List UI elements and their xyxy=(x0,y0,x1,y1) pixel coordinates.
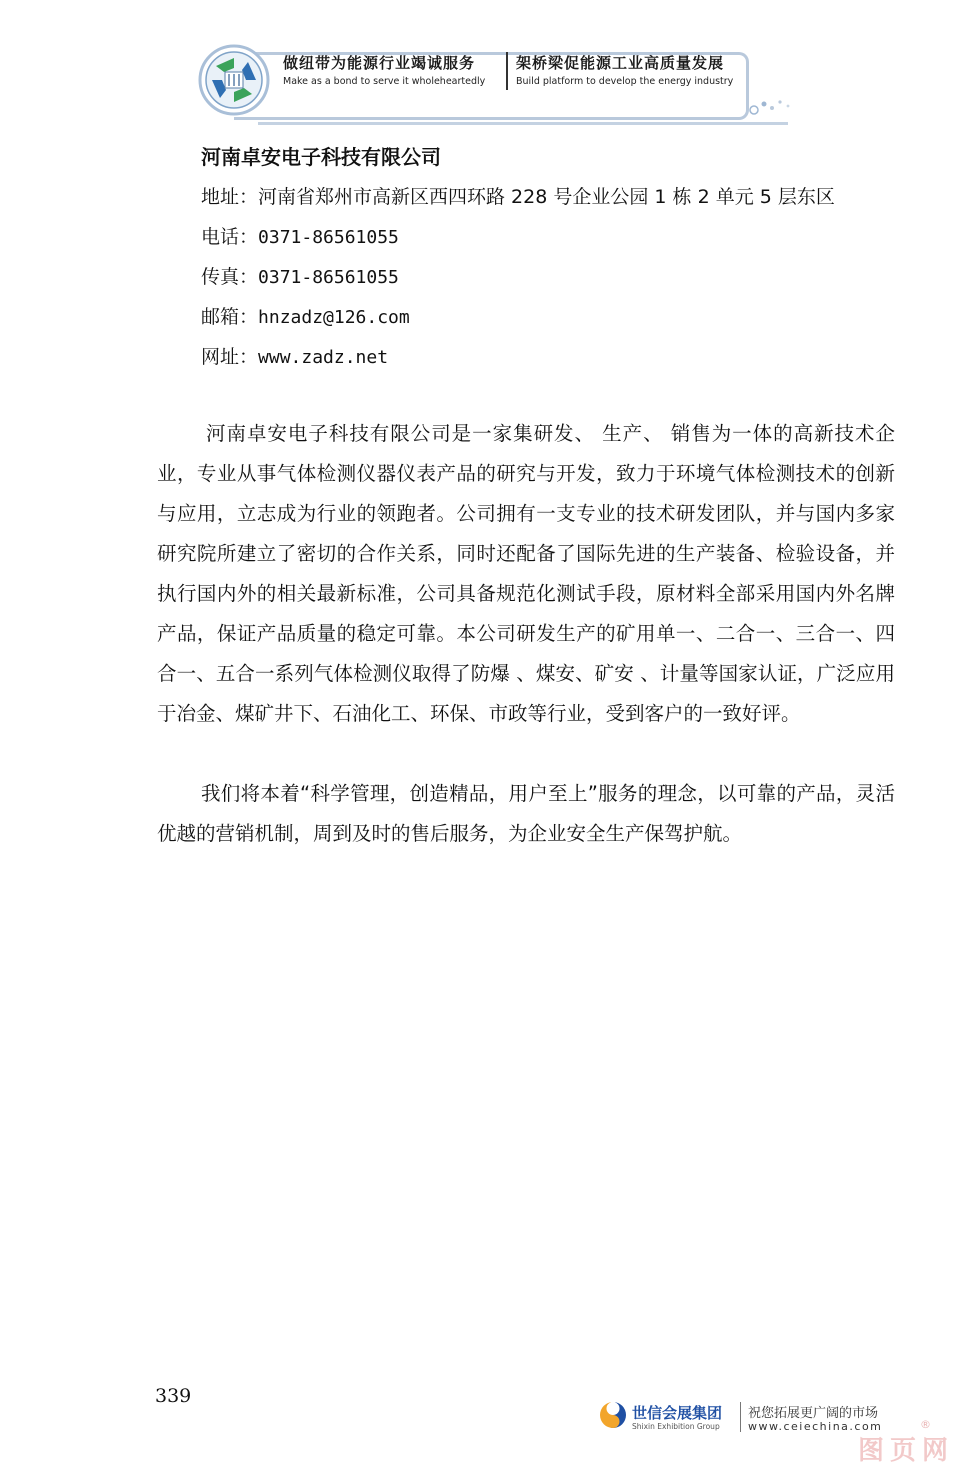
fax-value: 0371-86561055 xyxy=(258,267,399,288)
page-footer xyxy=(598,1400,898,1440)
footer-brand-cn: 世信会展集团 xyxy=(632,1404,723,1422)
address-line xyxy=(201,182,835,209)
watermark: 图页网 xyxy=(858,1436,955,1466)
website-line xyxy=(201,342,388,369)
header-slogan-cn-right: 架桥梁促能源工业高质量发展 xyxy=(516,54,725,72)
email-value[interactable]: hnzadz@126.com xyxy=(258,307,410,328)
phone-label: 电话： xyxy=(201,226,259,248)
footer-slogan: 祝您拓展更广阔的市场 xyxy=(748,1406,879,1421)
email-label: 邮箱： xyxy=(201,306,259,328)
footer-url[interactable]: www.ceiechina.com xyxy=(748,1420,883,1433)
decorative-dots-icon xyxy=(746,94,806,118)
footer-brand-en: Shixin Exhibition Group xyxy=(632,1422,720,1431)
shixin-logo-icon xyxy=(598,1400,628,1430)
page-header xyxy=(198,40,798,118)
page-number: 339 xyxy=(155,1385,192,1407)
philosophy-paragraph: 我们将本着“科学管理，创造精品，用户至上”服务的理念，以可靠的产品，灵活优越的营销机制，周到及时的售后服务，为企业安全生产保驾护航。 xyxy=(157,782,895,845)
registered-mark: ® xyxy=(920,1418,931,1431)
address-value: 河南省郑州市高新区西四环路 228 号企业公园 1 栋 2 单元 5 层东区 xyxy=(258,186,835,208)
footer-divider xyxy=(740,1402,741,1432)
intro-paragraph: 河南卓安电子科技有限公司是一家集研发、 生产、 销售为一体的高新技术企业，专业从事气体检测仪器仪表产品的研究与开发，致力于环境气体检测技术的创新与应用，立志成为行业的领跑者。公司拥有一支专业的技术研发团队，并与国内多家研究院所建立了密切的合作关系，同时还配备了国际先进的生产装备、检验设备，并执行国内外的相关最新标准，公司具备规范化测试手段，原材料全部采用国内外名牌产品，保证产品质量的稳定可靠。本公司研发生产的矿用单一、二合一、三合一、四合一、五合一系列气体检测仪取得了防爆 、煤安、矿安 、计量等国家认证，广泛应用于冶金、煤矿井下、石油化工、环保、市政等行业，受到客户的一致好评。 xyxy=(157,422,895,725)
phone-value: 0371-86561055 xyxy=(258,227,399,248)
company-name: 河南卓安电子科技有限公司 xyxy=(201,145,441,169)
header-slogan-en-left: Make as a bond to serve it wholeheartedly xyxy=(283,76,486,87)
header-slogan-cn-left: 做纽带为能源行业竭诚服务 xyxy=(283,54,476,72)
phone-line xyxy=(201,222,399,249)
fax-label: 传真： xyxy=(201,266,259,288)
email-line xyxy=(201,302,410,329)
website-value[interactable]: www.zadz.net xyxy=(258,347,389,368)
fax-line xyxy=(201,262,399,289)
header-underline xyxy=(258,122,788,125)
header-slogan-divider xyxy=(506,52,508,90)
website-label: 网址： xyxy=(201,346,259,368)
association-emblem-icon xyxy=(198,44,270,116)
header-slogan-en-right: Build platform to develop the energy industry xyxy=(516,76,734,87)
address-label: 地址： xyxy=(201,186,259,208)
